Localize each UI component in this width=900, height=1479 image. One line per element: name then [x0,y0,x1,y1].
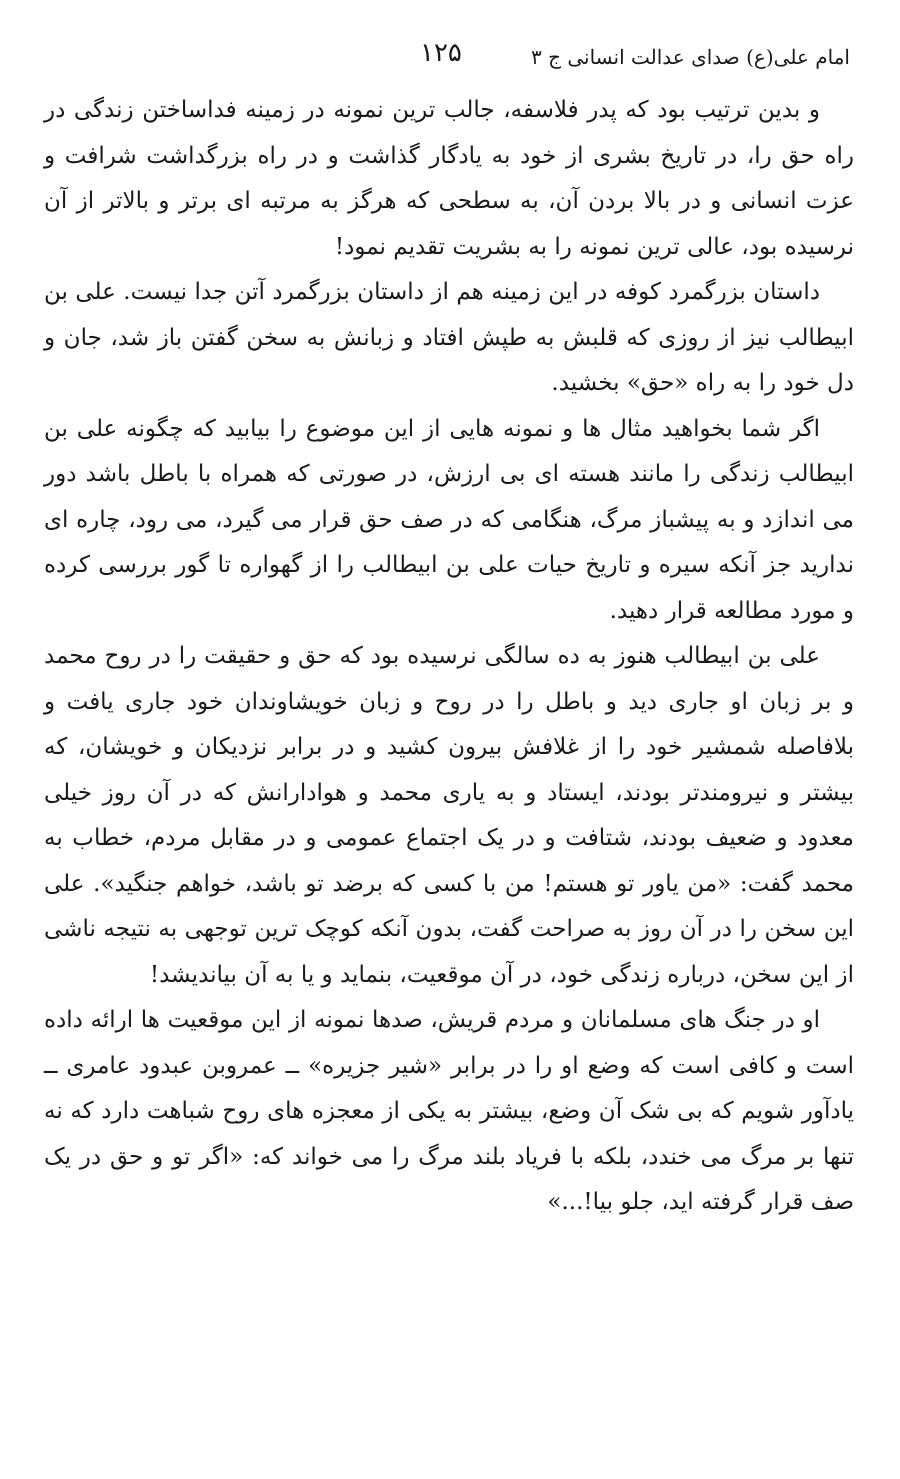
body-text [44,88,854,1226]
book-title: امام علی(ع) صدای عدالت انسانی ج ۳ [530,45,850,69]
paragraph: او در جنگ های مسلمانان و مردم قریش، صدها نمونه از این موقعیت ها ارائه داده است و کافی است که وضع او را در برابر «شیر جزیره» ــ عمروبن عبدود عامری ــ یادآور شویم که بی شک آن وضع، بیشتر به یکی از معجزه های روح شباهت دارد که نه تنها بر مرگ می خندد، بلکه با فریاد بلند مرگ را می خواند که: «اگر تو و حق در یک صف قرار گرفته اید، جلو بیا!...» [44,1007,854,1215]
paragraph: داستان بزرگمرد کوفه در این زمینه هم از داستان بزرگمرد آتن جدا نیست. علی بن ابیطالب نیز از روزی که قلبش به طپش افتاد و زبانش به سخن گفتن باز شد، جان و دل خود را به راه «حق» بخشید. [44,279,854,396]
running-header [0,36,900,76]
paragraph: و بدین ترتیب بود که پدر فلاسفه، جالب ترین نمونه در زمینه فداساختن زندگی در راه حق را، در تاریخ بشری از خود به یادگار گذاشت و در راه بزرگداشت شرافت و عزت انسانی و در بالا بردن آن، به سطحی که هرگز به مرتبه ای برتر و بالاتر از آن نرسیده بود، عالی ترین نمونه را به بشریت تقدیم نمود! [44,97,854,260]
page-number: ۱۲۵ [420,38,462,68]
paragraph: اگر شما بخواهید مثال ها و نمونه هایی از این موضوع را بیابید که چگونه علی بن ابیطالب زندگی را مانند هسته ای بی ارزش، در صورتی که همراه با باطل باشد دور می اندازد و به پیشباز مرگ، هنگامی که در صف حق قرار می گیرد، می رود، چاره ای ندارید جز آنکه سیره و تاریخ حیات علی بن ابیطالب را از گهواره تا گور بررسی کرده و مورد مطالعه قرار دهید. [44,415,854,624]
paragraph: علی بن ابیطالب هنوز به ده سالگی نرسیده بود که حق و حقیقت را در روح محمد و بر زبان او جاری دید و باطل را در روح و زبان خویشاوندان خود جاری یافت و بلافاصله شمشیر خود را از غلافش بیرون کشید و در برابر نزدیکان و خویشان، که بیشتر و نیرومندتر بودند، ایستاد و به یاری محمد و هوادارانش که در آن روز خیلی معدود و ضعیف بودند، شتافت و در یک اجتماع عمومی و در مقابل مردم، خطاب به محمد گفت: «من یاور تو هستم! من با کسی که برضد تو باشد، خواهم جنگید». علی این سخن را در آن روز به صراحت گفت، بدون آنکه کوچک ترین توجهی به نتیجه ناشی از این سخن، درباره زندگی خود، در آن موقعیت، بنماید و یا به آن بیاندیشد! [44,643,854,988]
